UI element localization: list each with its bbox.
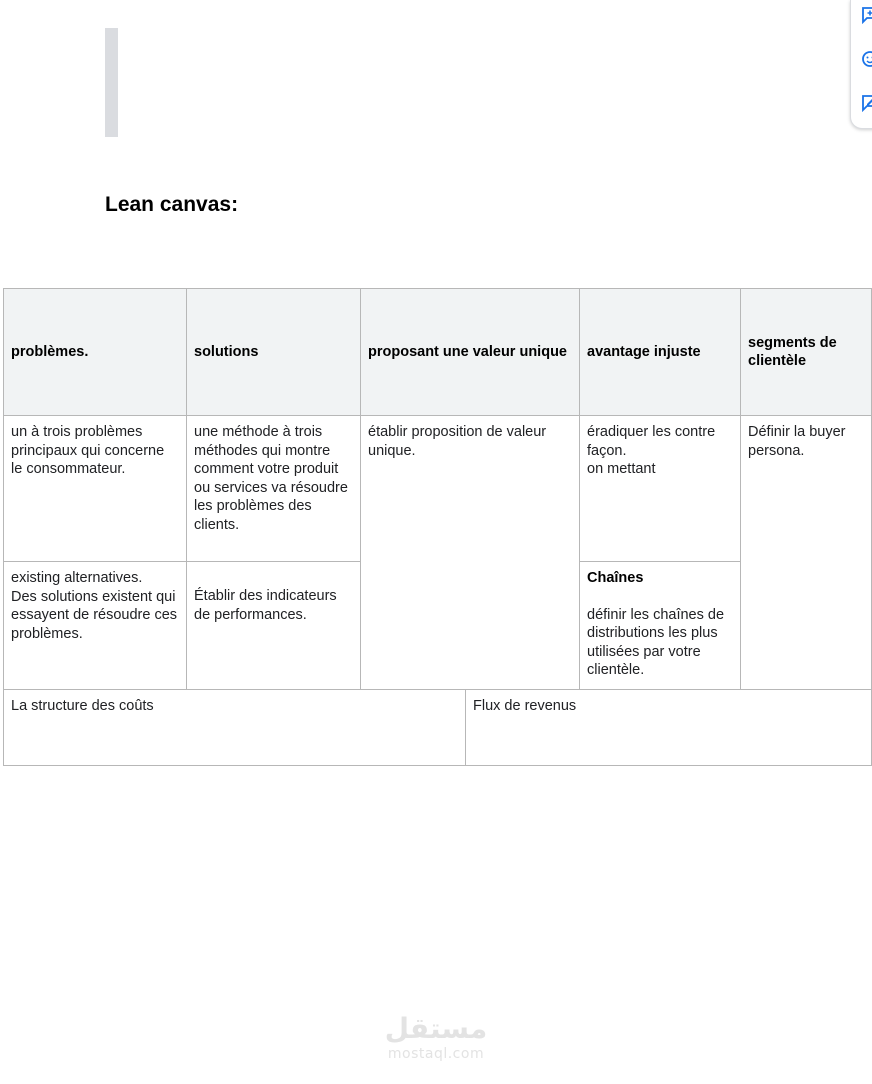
side-action-rail [850,0,872,129]
cell-existing-alternatives[interactable]: existing alternatives. Des solutions existent qui essayent de résoudre ces problèmes. [4,562,187,690]
header-unfair-advantage[interactable]: avantage injuste [580,289,741,416]
section-heading: Lean canvas: [105,193,239,216]
text-cursor-placeholder [105,28,118,137]
cell-channels[interactable] [580,562,741,690]
cell-customer-segments[interactable]: Définir la buyer persona. [741,416,872,690]
watermark-arabic: مستقل [384,1012,488,1045]
cell-problems[interactable]: un à trois problèmes principaux qui concerne le consommateur. [4,416,187,562]
emoji-add-icon[interactable] [861,50,872,68]
cell-solutions[interactable]: une méthode à trois méthodes qui montre comment votre produit ou services va résoudre les problèmes des clients. [187,416,361,562]
header-solutions[interactable]: solutions [187,289,361,416]
mostaql-watermark [0,1012,872,1062]
lean-canvas-table [3,288,872,766]
table-row [4,416,872,562]
suggest-edit-icon[interactable] [861,94,872,112]
header-unique-value[interactable]: proposant une valeur unique [361,289,580,416]
bottom-row-container [4,690,872,766]
cell-key-metrics[interactable]: Établir des indicateurs de performances. [187,562,361,690]
table-row [4,690,872,766]
channels-title: Chaînes [587,570,644,586]
table-header-row [4,289,872,416]
header-problems[interactable]: problèmes. [4,289,187,416]
cell-unique-value[interactable]: établir proposition de valeur unique. [361,416,580,690]
channels-text: définir les chaînes de distributions les plus utilisées par votre clientèle. [587,606,725,678]
cell-cost-structure[interactable]: La structure des coûts [4,690,466,765]
cell-revenue-streams[interactable]: Flux de revenus [473,698,577,714]
watermark-latin: mostaql.com [387,1046,485,1062]
comment-add-icon[interactable] [861,6,872,24]
cell-unfair-advantage[interactable]: éradiquer les contre façon. on mettant [580,416,741,562]
header-customer-segments[interactable]: segments de clientèle [741,289,872,416]
